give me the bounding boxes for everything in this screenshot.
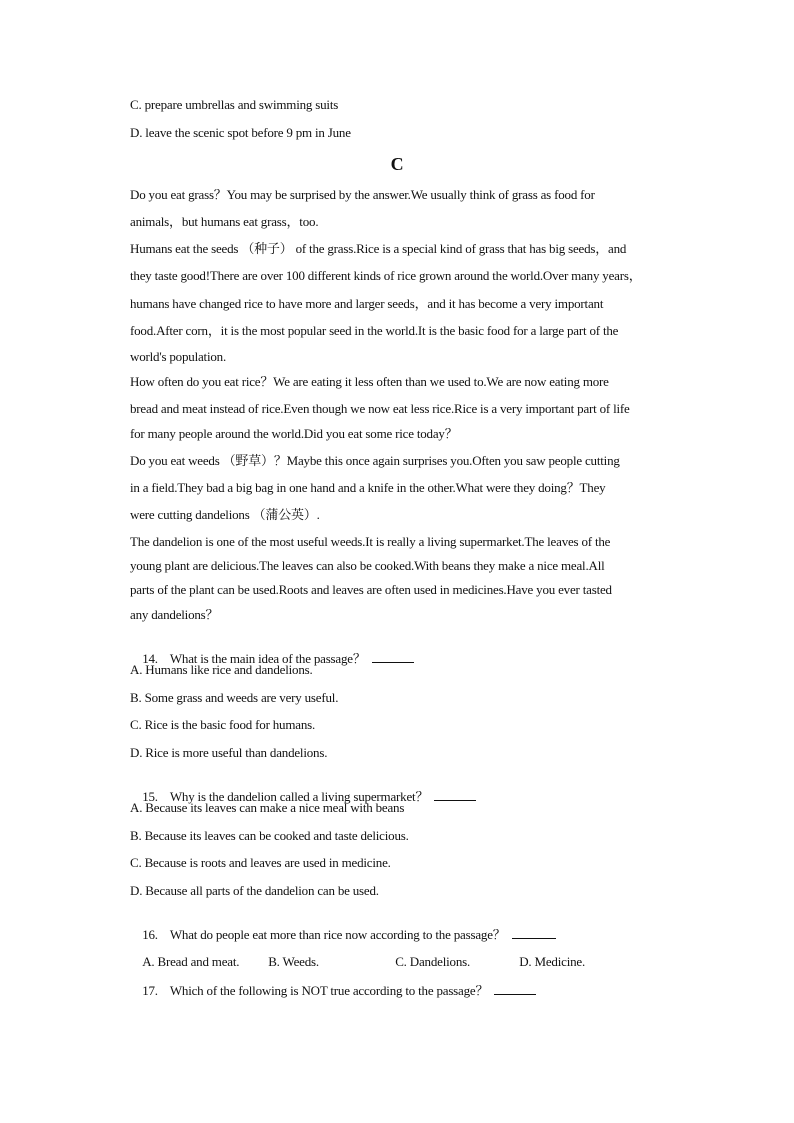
question-16-option-a[interactable]: A. Bread and meat. <box>142 954 240 969</box>
passage-line: humans have changed rice to have more and larger seeds，and it has become a very important <box>130 296 604 311</box>
passage-line: for many people around the world.Did you eat some rice today？ <box>130 426 458 441</box>
passage-line: young plant are delicious.The leaves can also be cooked.With beans they make a nice meal.All <box>130 558 605 573</box>
passage-line: How often do you eat rice？We are eating it less often than we used to.We are now eating more <box>130 374 609 389</box>
passage-line: in a field.They bad a big bag in one hand and a knife in the other.What were they doing？They <box>130 480 606 495</box>
question-17 <box>130 966 536 1015</box>
question-15-stem: 15. Why is the dandelion called a living supermarket？ <box>142 789 429 804</box>
passage-line: bread and meat instead of rice.Even though we now eat less rice.Rice is a very important part of life <box>130 401 630 416</box>
question-14-option-a[interactable]: A. Humans like rice and dandelions. <box>130 662 313 677</box>
passage-line: they taste good!There are over 100 different kinds of rice grown around the world.Over many years， <box>130 268 642 283</box>
question-14-stem: 14. What is the main idea of the passage？ <box>142 651 366 666</box>
prev-option-c: C. prepare umbrellas and swimming suits <box>130 97 339 112</box>
passage-line: were cutting dandelions （蒲公英）. <box>130 507 320 522</box>
question-16-stem: 16. What do people eat more than rice now according to the passage？ <box>142 927 506 942</box>
question-15-option-c[interactable]: C. Because is roots and leaves are used in medicine. <box>130 855 391 870</box>
answer-blank[interactable] <box>494 982 536 995</box>
question-15-option-d[interactable]: D. Because all parts of the dandelion can be used. <box>130 883 379 898</box>
question-15-option-b[interactable]: B. Because its leaves can be cooked and taste delicious. <box>130 828 409 843</box>
question-14-option-b[interactable]: B. Some grass and weeds are very useful. <box>130 690 339 705</box>
question-15-option-a[interactable]: A. Because its leaves can make a nice meal with beans <box>130 800 405 815</box>
question-17-stem: 17. Which of the following is NOT true according to the passage？ <box>142 983 489 998</box>
answer-blank[interactable] <box>434 788 476 801</box>
question-14-option-c[interactable]: C. Rice is the basic food for humans. <box>130 717 316 732</box>
question-14-option-d[interactable]: D. Rice is more useful than dandelions. <box>130 745 328 760</box>
passage-line: Do you eat grass？You may be surprised by the answer.We usually think of grass as food for <box>130 187 595 202</box>
question-16-option-d[interactable]: D. Medicine. <box>519 954 586 969</box>
passage-line: food.After corn，it is the most popular seed in the world.It is the basic food for a large part of the <box>130 323 619 338</box>
passage-line: animals，but humans eat grass，too. <box>130 214 319 229</box>
question-16-option-c[interactable]: C. Dandelions. <box>395 954 471 969</box>
passage-line: Do you eat weeds （野草）？Maybe this once again surprises you.Often you saw people cutting <box>130 453 620 468</box>
passage-line: any dandelions？ <box>130 607 219 622</box>
passage-line: Humans eat the seeds （种子） of the grass.Rice is a special kind of grass that has big seeds，and <box>130 241 627 256</box>
answer-blank[interactable] <box>372 650 414 663</box>
passage-line: The dandelion is one of the most useful weeds.It is really a living supermarket.The leaves of the <box>130 534 611 549</box>
question-16-option-b[interactable]: B. Weeds. <box>268 954 319 969</box>
passage-line: world's population. <box>130 349 227 364</box>
prev-option-d: D. leave the scenic spot before 9 pm in June <box>130 125 351 140</box>
passage-line: parts of the plant can be used.Roots and leaves are often used in medicines.Have you ever tasted <box>130 582 612 597</box>
section-title: C <box>390 154 404 174</box>
